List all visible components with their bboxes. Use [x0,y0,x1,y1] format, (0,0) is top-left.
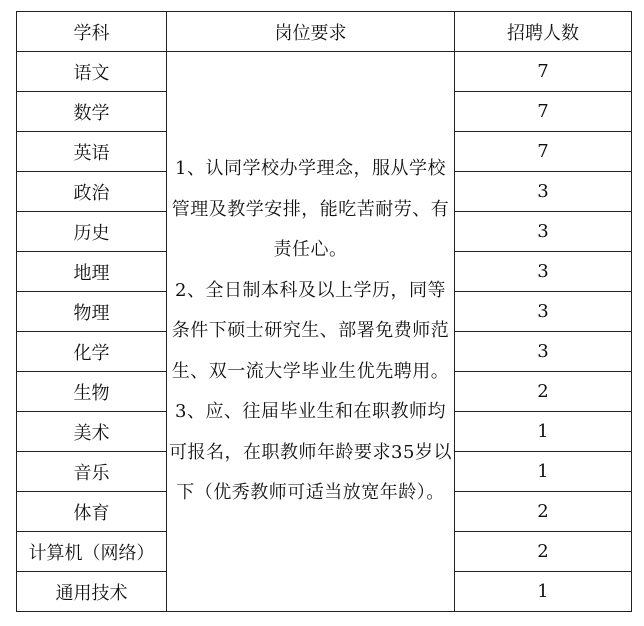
count-cell: 3 [455,252,632,292]
recruitment-table [16,11,632,612]
count-cell: 3 [455,172,632,212]
subject-cell: 生物 [17,372,167,412]
count-cell: 1 [455,572,632,612]
requirement-item: 3、应、往届毕业生和在职教师均可报名，在职教师年龄要求35岁以下（优秀教师可适当放宽年龄）。 [169,401,452,504]
count-cell: 7 [455,52,632,92]
header-count: 招聘人数 [455,12,632,52]
table-header-row [17,12,632,52]
subject-cell: 计算机（网络） [17,532,167,572]
count-cell: 2 [455,532,632,572]
requirement-item: 2、全日制本科及以上学历，同等条件下硕士研究生、部署免费师范生、双一流大学毕业生优先聘用。 [171,279,450,382]
subject-cell: 政治 [17,172,167,212]
requirement-item: 1、认同学校办学理念，服从学校管理及教学安排，能吃苦耐劳、有责任心。 [171,158,450,261]
subject-cell: 音乐 [17,452,167,492]
table-row [17,52,632,92]
count-cell: 1 [455,412,632,452]
subject-cell: 数学 [17,92,167,132]
header-requirements: 岗位要求 [167,12,455,52]
count-cell: 3 [455,332,632,372]
subject-cell: 通用技术 [17,572,167,612]
subject-cell: 化学 [17,332,167,372]
count-cell: 2 [455,372,632,412]
subject-cell: 英语 [17,132,167,172]
subject-cell: 体育 [17,492,167,532]
subject-cell: 语文 [17,52,167,92]
count-cell: 3 [455,292,632,332]
count-cell: 2 [455,492,632,532]
count-cell: 1 [455,452,632,492]
subject-cell: 地理 [17,252,167,292]
subject-cell: 历史 [17,212,167,252]
subject-cell: 物理 [17,292,167,332]
count-cell: 7 [455,92,632,132]
count-cell: 3 [455,212,632,252]
header-subject: 学科 [17,12,167,52]
count-cell: 7 [455,132,632,172]
subject-cell: 美术 [17,412,167,452]
requirements-cell [167,52,455,612]
